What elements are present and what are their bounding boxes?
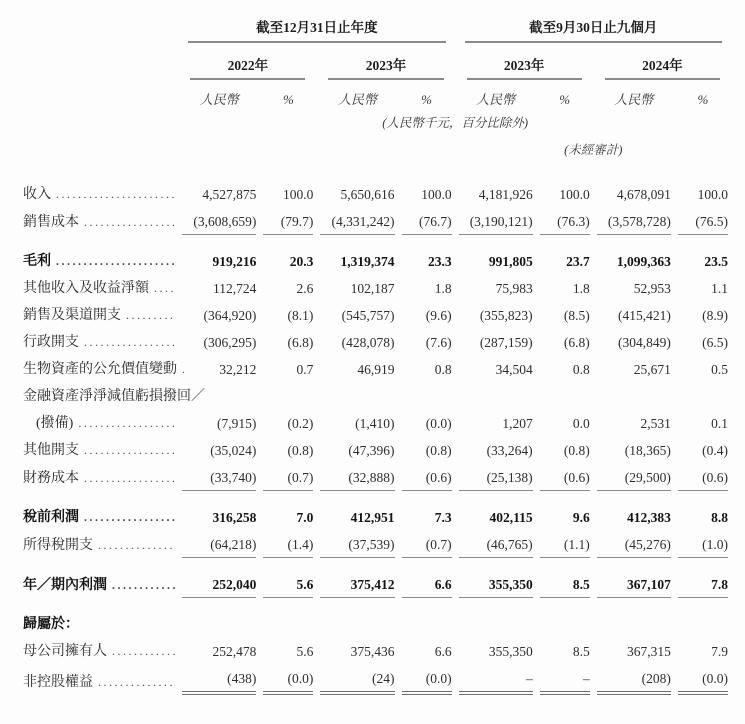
percent-header: %: [282, 92, 294, 107]
row-label: 收入: [23, 187, 51, 202]
value-cell: [182, 598, 256, 637]
value-cell: 316,258: [212, 510, 257, 525]
row-label: 所得稅開支: [23, 538, 93, 553]
value-cell: 1.8: [434, 281, 452, 296]
table-row: [23, 558, 728, 598]
value-cell: 375,436: [350, 644, 395, 659]
value-cell: [597, 382, 671, 409]
value-cell: (32,888): [320, 463, 394, 491]
value-cell: 32,212: [219, 362, 257, 377]
value-cell: 402,115: [489, 510, 533, 525]
value-cell: (33,264): [486, 443, 533, 458]
value-cell: [402, 598, 452, 637]
value-cell: 5.6: [263, 558, 313, 598]
value-cell: 355,350: [459, 558, 533, 598]
percent-header: %: [421, 92, 432, 107]
currency-header: 人民幣: [476, 92, 516, 107]
row-label-cell: [23, 598, 175, 637]
row-label-cell: [23, 235, 175, 274]
value-cell: (428,078): [341, 335, 395, 350]
subheader-row: [23, 80, 728, 110]
table-row: [23, 355, 728, 382]
value-cell: 0.7: [296, 362, 314, 377]
period-group-annual-title: 截至12月31日止年度: [188, 16, 445, 43]
value-cell: (9.6): [425, 308, 452, 323]
value-cell: 375,412: [320, 558, 394, 598]
spacer-cell: [23, 110, 175, 131]
value-cell: 20.3: [289, 254, 314, 269]
year-header-2023: [320, 43, 451, 80]
dot-leader: [73, 415, 175, 432]
percent-header: %: [559, 92, 571, 107]
unaudited-note-row: [23, 131, 728, 158]
value-cell: (6.8): [287, 335, 314, 350]
dot-leader: [79, 214, 175, 231]
row-label: 生物資產的公允價值變動: [23, 362, 177, 377]
dot-leader: [51, 253, 175, 270]
dot-leader: [79, 334, 175, 351]
value-cell: (45,276): [597, 530, 671, 558]
value-cell: 412,951: [350, 510, 395, 525]
value-cell: (8.5): [563, 308, 590, 323]
value-cell: 52,953: [633, 281, 671, 296]
period-group-nine-months-title: 截至9月30日止九個月: [465, 16, 722, 43]
value-cell: 4,181,926: [478, 187, 533, 202]
table-row: [23, 274, 728, 301]
value-cell: [263, 382, 313, 409]
value-cell: –: [540, 664, 590, 695]
year-header-2023-interim: [459, 43, 590, 80]
value-cell: (545,757): [341, 308, 395, 323]
row-label: 其他開支: [23, 443, 79, 458]
dot-leader: [107, 643, 175, 660]
row-label-cell: [23, 637, 175, 664]
value-cell: [320, 382, 394, 409]
row-label-cell: [23, 436, 175, 463]
value-cell: 1,319,374: [340, 254, 395, 269]
row-label: 行政開支: [23, 335, 79, 350]
value-cell: 7.0: [296, 510, 314, 525]
value-cell: 23.3: [427, 254, 452, 269]
value-cell: (0.0): [402, 664, 452, 695]
value-cell: [263, 598, 313, 637]
value-cell: [540, 598, 590, 637]
dot-leader: [79, 470, 175, 487]
dot-leader: [93, 537, 175, 554]
value-cell: 112,724: [212, 281, 257, 296]
value-cell: (0.7): [263, 463, 313, 491]
value-cell: 7.3: [434, 510, 452, 525]
value-cell: 34,504: [495, 362, 533, 377]
row-label-cell: [23, 409, 175, 436]
value-cell: (29,500): [597, 463, 671, 491]
row-label-cell: [23, 530, 175, 558]
value-cell: (18,365): [624, 443, 671, 458]
value-cell: (3,578,728): [597, 207, 671, 235]
row-label: 母公司擁有人: [23, 644, 107, 659]
value-cell: (0.6): [402, 463, 452, 491]
row-label: 稅前利潤: [23, 510, 79, 525]
row-label: 銷售成本: [23, 215, 79, 230]
percent-header: %: [697, 92, 709, 107]
table-row: [23, 491, 728, 530]
row-label-cell: [23, 558, 175, 598]
table-row: [23, 664, 728, 695]
units-note-row: [23, 110, 728, 131]
value-cell: 1.8: [572, 281, 590, 296]
dot-leader: [177, 361, 184, 378]
value-cell: 0.5: [711, 362, 728, 377]
value-cell: [678, 382, 728, 409]
value-cell: 355,350: [488, 644, 533, 659]
table-row: [23, 530, 728, 558]
value-cell: (364,920): [203, 308, 257, 323]
value-cell: –: [459, 664, 533, 695]
value-cell: (35,024): [210, 443, 257, 458]
value-cell: 412,383: [626, 510, 671, 525]
value-cell: [320, 598, 394, 637]
value-cell: (6.8): [563, 335, 590, 350]
row-label: 銷售及渠道開支: [23, 308, 121, 323]
table-row: [23, 301, 728, 328]
value-cell: [402, 382, 452, 409]
value-cell: (76.3): [540, 207, 590, 235]
table-row: [23, 463, 728, 491]
value-cell: 2,531: [640, 416, 671, 431]
value-cell: 5.6: [296, 644, 314, 659]
table-row: [23, 409, 728, 436]
value-cell: (8.9): [702, 308, 728, 323]
value-cell: 5,650,616: [340, 187, 395, 202]
dot-leader: [79, 442, 175, 459]
row-label: 歸屬於：: [23, 617, 79, 632]
value-cell: [678, 598, 728, 637]
value-cell: 102,187: [350, 281, 395, 296]
row-label-cell: [23, 355, 175, 382]
dot-leader: [149, 280, 175, 297]
spacer-cell: [23, 80, 175, 110]
row-label: 財務成本: [23, 471, 79, 486]
spacer-cell: [23, 16, 175, 43]
value-cell: 0.1: [711, 416, 728, 431]
value-cell: [459, 598, 533, 637]
period-group-nine-months: [459, 16, 728, 43]
value-cell: 919,216: [212, 254, 257, 269]
value-cell: (7.6): [425, 335, 452, 350]
value-cell: 4,527,875: [202, 187, 257, 202]
value-cell: (3,190,121): [459, 207, 533, 235]
row-label-cell: [23, 664, 175, 695]
value-cell: (1.0): [678, 530, 728, 558]
value-cell: (64,218): [182, 530, 256, 558]
value-cell: (1.4): [263, 530, 313, 558]
row-label-cell: [23, 158, 175, 207]
year-header-2022: [182, 43, 313, 80]
value-cell: 0.8: [572, 362, 590, 377]
row-label-cell: [23, 328, 175, 355]
row-label-cell: [23, 491, 175, 530]
value-cell: 0.8: [434, 362, 452, 377]
row-label-cell: [23, 207, 175, 235]
value-cell: [459, 382, 533, 409]
table-body: [23, 158, 728, 695]
value-cell: (0.8): [563, 443, 590, 458]
value-cell: (355,823): [479, 308, 533, 323]
value-cell: (0.0): [263, 664, 313, 695]
value-cell: 8.5: [540, 558, 590, 598]
value-cell: 1,099,363: [616, 254, 671, 269]
row-label: 金融資產淨淨減值虧損撥回／: [23, 389, 205, 404]
value-cell: (3,608,659): [182, 207, 256, 235]
value-cell: (0.2): [287, 416, 314, 431]
year-header-row: [23, 43, 728, 80]
table-row: [23, 235, 728, 274]
value-cell: 6.6: [434, 644, 452, 659]
dot-leader: [93, 674, 175, 691]
value-cell: [597, 598, 671, 637]
value-cell: (208): [597, 664, 671, 695]
row-label-cell: [23, 274, 175, 301]
value-cell: 9.6: [572, 510, 590, 525]
year-header-2022-label: 2022年: [190, 43, 305, 80]
table-row: [23, 436, 728, 463]
row-label-cell: [23, 301, 175, 328]
row-label: 其他收入及收益淨額: [23, 281, 149, 296]
value-cell: (438): [182, 664, 256, 695]
year-header-2024-label: 2024年: [605, 43, 720, 80]
value-cell: (8.1): [287, 308, 314, 323]
value-cell: 1,207: [502, 416, 533, 431]
value-cell: 23.7: [566, 254, 590, 269]
value-cell: (76.5): [678, 207, 728, 235]
value-cell: (76.7): [402, 207, 452, 235]
value-cell: (0.6): [540, 463, 590, 491]
value-cell: 252,040: [182, 558, 256, 598]
value-cell: 23.5: [704, 254, 728, 269]
year-header-2023-interim-label: 2023年: [467, 43, 582, 80]
value-cell: (37,539): [320, 530, 394, 558]
value-cell: (0.7): [402, 530, 452, 558]
row-label: (撥備): [36, 416, 74, 431]
value-cell: (33,740): [182, 463, 256, 491]
row-label: 毛利: [23, 254, 51, 269]
row-label: 年／期內利潤: [23, 578, 107, 593]
value-cell: (304,849): [617, 335, 671, 350]
value-cell: (0.0): [425, 416, 452, 431]
year-header-2024: [597, 43, 728, 80]
units-note: (人民幣千元，百分比除外): [382, 116, 529, 130]
value-cell: 8.8: [711, 510, 728, 525]
spacer-cell: [23, 43, 175, 80]
value-cell: (306,295): [203, 335, 257, 350]
table-row: [23, 598, 728, 637]
dot-leader: [121, 307, 175, 324]
value-cell: (6.5): [702, 335, 728, 350]
value-cell: [540, 382, 590, 409]
currency-header: 人民幣: [614, 92, 654, 107]
value-cell: (0.8): [287, 443, 314, 458]
value-cell: 8.5: [572, 644, 590, 659]
value-cell: (46,765): [459, 530, 533, 558]
value-cell: (1,410): [355, 416, 395, 431]
value-cell: 46,919: [357, 362, 395, 377]
value-cell: 6.6: [402, 558, 452, 598]
value-cell: 100.0: [697, 187, 728, 202]
value-cell: 25,671: [633, 362, 671, 377]
value-cell: 0.0: [572, 416, 590, 431]
value-cell: (47,396): [348, 443, 395, 458]
value-cell: 367,315: [626, 644, 671, 659]
spacer-cell: [23, 131, 175, 158]
value-cell: 252,478: [212, 644, 257, 659]
value-cell: 100.0: [559, 187, 590, 202]
table-row: [23, 158, 728, 207]
currency-header: 人民幣: [337, 92, 377, 107]
table-row: [23, 382, 728, 409]
unaudited-note: (未經審計): [564, 143, 623, 157]
value-cell: 7.9: [711, 644, 728, 659]
value-cell: 367,107: [597, 558, 671, 598]
currency-header: 人民幣: [199, 92, 239, 107]
value-cell: (415,421): [617, 308, 671, 323]
row-label-cell: [23, 382, 205, 409]
value-cell: (25,138): [459, 463, 533, 491]
dot-leader: [51, 186, 175, 203]
value-cell: (1.1): [540, 530, 590, 558]
value-cell: 7.8: [678, 558, 728, 598]
value-cell: 1.1: [711, 281, 728, 296]
value-cell: (0.0): [678, 664, 728, 695]
table-row: [23, 207, 728, 235]
value-cell: (0.4): [702, 443, 728, 458]
year-header-2023-label: 2023年: [328, 43, 443, 80]
value-cell: (79.7): [263, 207, 313, 235]
value-cell: 100.0: [283, 187, 314, 202]
value-cell: (0.8): [425, 443, 452, 458]
row-label: 非控股權益: [23, 675, 93, 690]
table-row: [23, 637, 728, 664]
period-group-row: [23, 16, 728, 43]
value-cell: 4,678,091: [616, 187, 671, 202]
value-cell: 75,983: [495, 281, 533, 296]
value-cell: 991,805: [488, 254, 533, 269]
value-cell: 2.6: [296, 281, 314, 296]
dot-leader: [79, 509, 175, 526]
value-cell: (7,915): [216, 416, 257, 431]
period-group-annual: [182, 16, 451, 43]
row-label-cell: [23, 463, 175, 491]
table-row: [23, 328, 728, 355]
dot-leader: [107, 577, 175, 594]
value-cell: (24): [320, 664, 394, 695]
value-cell: 100.0: [421, 187, 452, 202]
income-statement-table: [16, 16, 735, 695]
value-cell: (287,159): [479, 335, 533, 350]
value-cell: (0.6): [678, 463, 728, 491]
spacer-cell: [182, 131, 451, 158]
value-cell: (4,331,242): [320, 207, 394, 235]
